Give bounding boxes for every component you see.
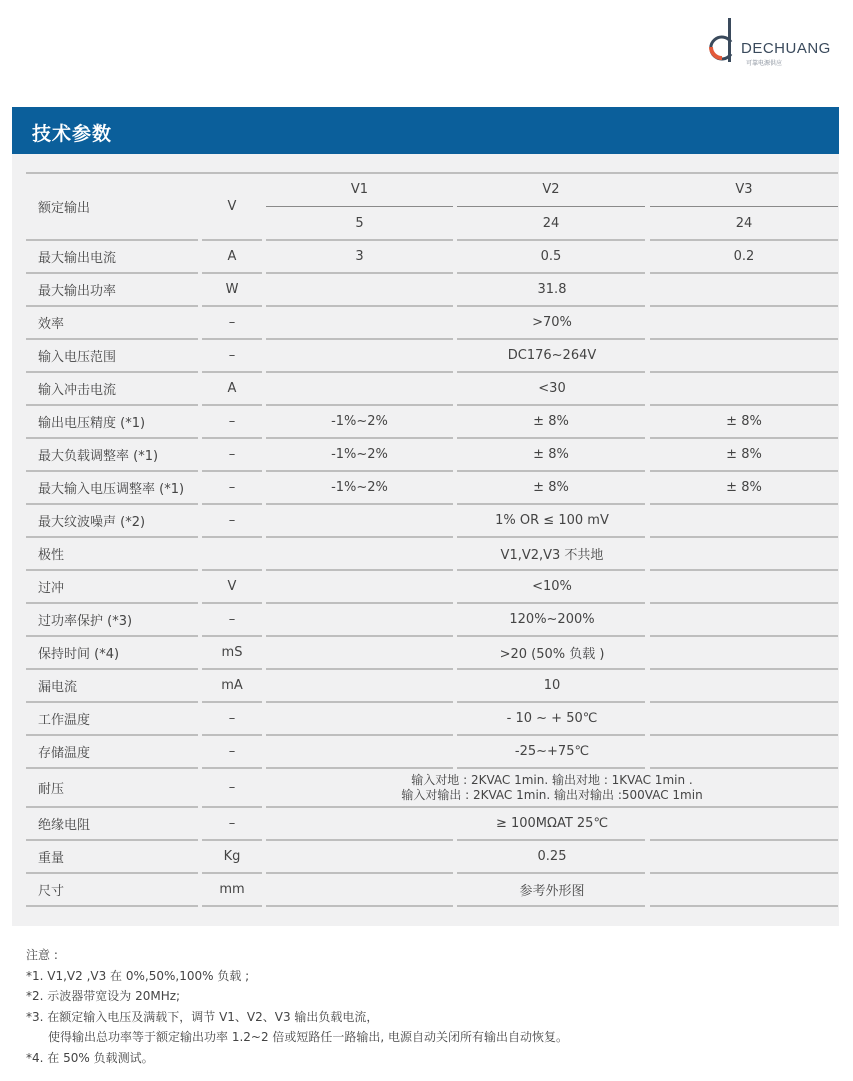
spec-unit: mA xyxy=(221,678,243,693)
spec-label: 过冲 xyxy=(38,581,65,596)
spec-label: 输入冲击电流 xyxy=(38,383,117,398)
spec-label: 最大输出功率 xyxy=(38,284,117,299)
spec-label: 最大纹波噪声 (*2) xyxy=(38,515,146,530)
spec-unit: – xyxy=(228,414,236,429)
spec-unit: V xyxy=(227,579,237,594)
section-title: 技术参数 xyxy=(32,123,113,145)
spec-label: 输入电压范围 xyxy=(38,350,117,365)
spec-label: 最大输出电流 xyxy=(38,251,117,266)
spec-value: -1%~2% xyxy=(331,414,388,429)
spec-value: ± 8% xyxy=(533,480,569,495)
spec-unit: – xyxy=(228,348,236,363)
spec-value: 参考外形图 xyxy=(519,884,585,899)
spec-unit: – xyxy=(228,711,236,726)
spec-label: 额定输出 xyxy=(38,201,91,216)
spec-unit: A xyxy=(227,381,237,396)
spec-unit: – xyxy=(228,315,236,330)
spec-value: ± 8% xyxy=(726,447,762,462)
spec-label: 极性 xyxy=(38,548,65,563)
spec-unit: – xyxy=(228,480,236,495)
spec-label: 输出电压精度 (*1) xyxy=(38,416,146,431)
spec-unit: – xyxy=(228,447,236,462)
spec-unit: V xyxy=(227,199,237,214)
spec-unit: – xyxy=(228,816,236,831)
spec-unit: A xyxy=(227,249,237,264)
spec-value: -1%~2% xyxy=(331,447,388,462)
spec-value: <30 xyxy=(538,381,566,396)
spec-value: 0.25 xyxy=(537,849,567,864)
spec-label: 绝缘电阻 xyxy=(38,818,91,833)
spec-label: 过功率保护 (*3) xyxy=(38,614,133,629)
spec-label: 效率 xyxy=(38,317,65,332)
spec-label: 重量 xyxy=(38,851,65,866)
spec-label: 最大输入电压调整率 (*1) xyxy=(38,482,185,497)
spec-unit: – xyxy=(228,744,236,759)
spec-value: ± 8% xyxy=(533,414,569,429)
spec-label: 尺寸 xyxy=(38,884,65,899)
spec-value: 1% OR ≤ 100 mV xyxy=(495,513,609,528)
note-item: 使得输出总功率等于额定输出功率 1.2~2 倍或短路任一路输出, 电源自动关闭所有输出自动恢复。 xyxy=(48,1030,569,1044)
spec-unit xyxy=(202,537,262,570)
spec-unit: – xyxy=(228,780,236,795)
spec-value: 0.5 xyxy=(540,249,562,264)
spec-unit: mS xyxy=(221,645,243,660)
logo-wordmark: DECHUANG xyxy=(741,40,831,57)
spec-value: 3 xyxy=(355,249,364,264)
spec-value: V1,V2,V3 不共地 xyxy=(500,548,604,563)
spec-label: 最大负载调整率 (*1) xyxy=(38,449,159,464)
spec-value: ± 8% xyxy=(533,447,569,462)
spec-value: -25~+75℃ xyxy=(514,744,590,759)
rated-voltage-value: 24 xyxy=(735,215,753,231)
spec-label: 工作温度 xyxy=(38,713,91,728)
logo-tagline: 可靠电源供应 xyxy=(746,60,783,67)
spec-label: 存储温度 xyxy=(38,746,91,761)
output-channel-header: V2 xyxy=(542,182,560,198)
spec-value: >70% xyxy=(532,315,572,330)
spec-value: >20 (50% 负载 ) xyxy=(499,647,605,662)
spec-unit: Kg xyxy=(223,849,241,864)
spec-value: ± 8% xyxy=(726,480,762,495)
note-item: *1. V1,V2 ,V3 在 0%,50%,100% 负载 ; xyxy=(26,968,250,983)
spec-value: - 10 ~ + 50℃ xyxy=(506,711,598,726)
spec-value: ± 8% xyxy=(726,414,762,429)
note-item: *3. 在额定输入电压及满载下，调节 V1、V2、V3 输出负载电流， xyxy=(26,1009,379,1024)
spec-unit: W xyxy=(225,282,239,297)
notes-section xyxy=(26,945,568,1068)
rated-voltage-value: 5 xyxy=(355,215,364,231)
output-channel-header: V1 xyxy=(350,182,369,198)
spec-value: 0.2 xyxy=(733,249,755,264)
spec-label: 耐压 xyxy=(38,782,65,797)
spec-unit: – xyxy=(228,513,236,528)
spec-unit: mm xyxy=(219,882,245,897)
spec-value: 120%~200% xyxy=(509,612,595,627)
rated-voltage-value: 24 xyxy=(542,215,560,231)
spec-label: 保持时间 (*4) xyxy=(38,647,120,662)
note-item: *4. 在 50% 负载测试。 xyxy=(26,1050,154,1065)
spec-value: 31.8 xyxy=(537,282,567,297)
spec-value-line: 输入对输出 : 2KVAC 1min. 输出对输出 :500VAC 1min xyxy=(401,787,703,802)
spec-value-line: 输入对地 : 2KVAC 1min. 输出对地 : 1KVAC 1min . xyxy=(411,772,693,787)
spec-label: 漏电流 xyxy=(38,680,78,695)
output-channel-header: V3 xyxy=(735,182,753,198)
spec-value: DC176~264V xyxy=(507,348,597,363)
spec-value: <10% xyxy=(532,579,572,594)
spec-unit: – xyxy=(228,612,236,627)
spec-value xyxy=(266,768,838,807)
spec-value: -1%~2% xyxy=(331,480,388,495)
spec-value: ≥ 100MΩAT 25℃ xyxy=(495,816,609,831)
spec-value: 10 xyxy=(543,678,561,693)
notes-title: 注意 : xyxy=(26,948,58,962)
note-item: *2. 示波器带宽设为 20MHz; xyxy=(26,989,181,1003)
